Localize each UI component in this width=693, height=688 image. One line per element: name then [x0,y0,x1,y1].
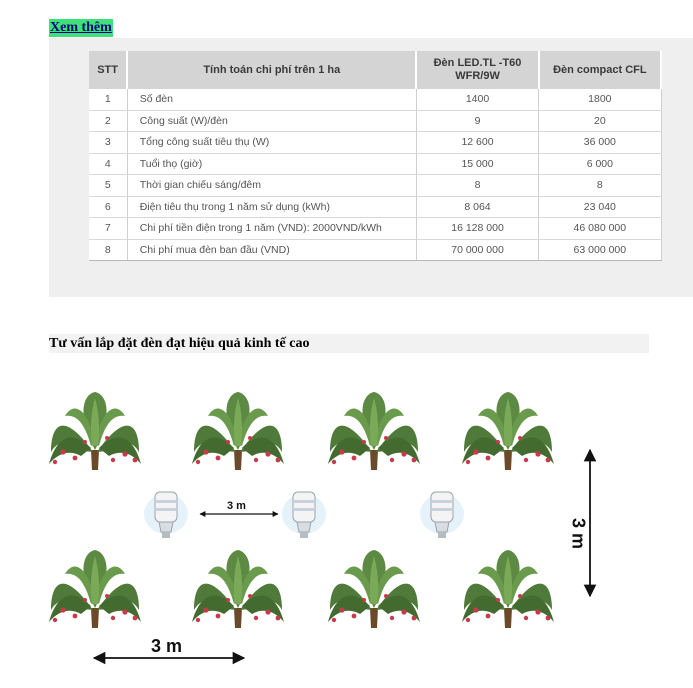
table-row [89,239,661,261]
cell-stt: 7 [89,218,127,240]
section-heading: Tư vấn lắp đặt đèn đạt hiệu quả kinh tế cao [49,334,649,353]
header-compact-lamp: Đèn compact CFL [539,51,661,89]
lamp-spacing-label: 3 m [227,500,246,512]
cell-cfl: 46 080 000 [539,218,661,240]
cell-stt: 3 [89,132,127,154]
table-row [89,110,661,132]
header-calculation: Tính toán chi phí trên 1 ha [127,51,416,89]
cell-stt: 2 [89,110,127,132]
cell-led: 12 600 [416,132,538,154]
cell-item: Chi phí tiền điện trong 1 năm (VND): 2000VND/kWh [127,218,416,240]
cell-led: 1400 [416,89,538,110]
dragon-fruit-plant-icon [49,550,141,628]
xem-them-link[interactable]: Xem thêm [50,20,112,35]
cost-table-panel [49,38,693,297]
layout-diagram-svg [0,360,693,688]
dragon-fruit-plant-icon [328,392,420,470]
plant-spacing-label: 3 m [151,636,183,656]
led-lamp-icon [420,492,464,538]
cell-cfl: 20 [539,110,661,132]
cell-led: 8 [416,175,538,197]
cell-item: Điện tiêu thụ trong 1 năm sử dụng (kWh) [127,196,416,218]
cell-item: Số đèn [127,89,416,110]
cell-cfl: 63 000 000 [539,239,661,261]
cell-led: 8 064 [416,196,538,218]
table-row [89,175,661,197]
table-row [89,153,661,175]
installation-diagram [0,360,693,688]
dragon-fruit-plant-icon [462,550,554,628]
header-stt: STT [89,51,127,89]
table-row [89,132,661,154]
table-header-row [89,51,661,89]
cell-cfl: 1800 [539,89,661,110]
cell-stt: 1 [89,89,127,110]
cost-comparison-table [89,51,662,261]
cell-led: 70 000 000 [416,239,538,261]
cell-cfl: 36 000 [539,132,661,154]
cell-led: 15 000 [416,153,538,175]
cell-item: Tổng công suất tiêu thụ (W) [127,132,416,154]
cell-item: Chi phí mua đèn ban đầu (VND) [127,239,416,261]
cell-led: 16 128 000 [416,218,538,240]
cell-item: Tuổi thọ (giờ) [127,153,416,175]
cell-led: 9 [416,110,538,132]
cell-stt: 6 [89,196,127,218]
cell-cfl: 8 [539,175,661,197]
table-row [89,89,661,110]
row-spacing-label: 3 m [568,517,589,550]
table-row [89,218,661,240]
cell-cfl: 6 000 [539,153,661,175]
dragon-fruit-plant-icon [192,550,284,628]
dragon-fruit-plant-icon [192,392,284,470]
cell-cfl: 23 040 [539,196,661,218]
cell-stt: 8 [89,239,127,261]
cell-stt: 4 [89,153,127,175]
table-row [89,196,661,218]
cell-stt: 5 [89,175,127,197]
dragon-fruit-plant-icon [462,392,554,470]
led-lamp-icon [282,492,326,538]
cell-item: Thời gian chiếu sáng/đêm [127,175,416,197]
dragon-fruit-plant-icon [49,392,141,470]
led-lamp-icon [144,492,188,538]
header-led-lamp: Đèn LED.TL -T60 WFR/9W [416,51,538,89]
dragon-fruit-plant-icon [328,550,420,628]
cell-item: Công suất (W)/đèn [127,110,416,132]
